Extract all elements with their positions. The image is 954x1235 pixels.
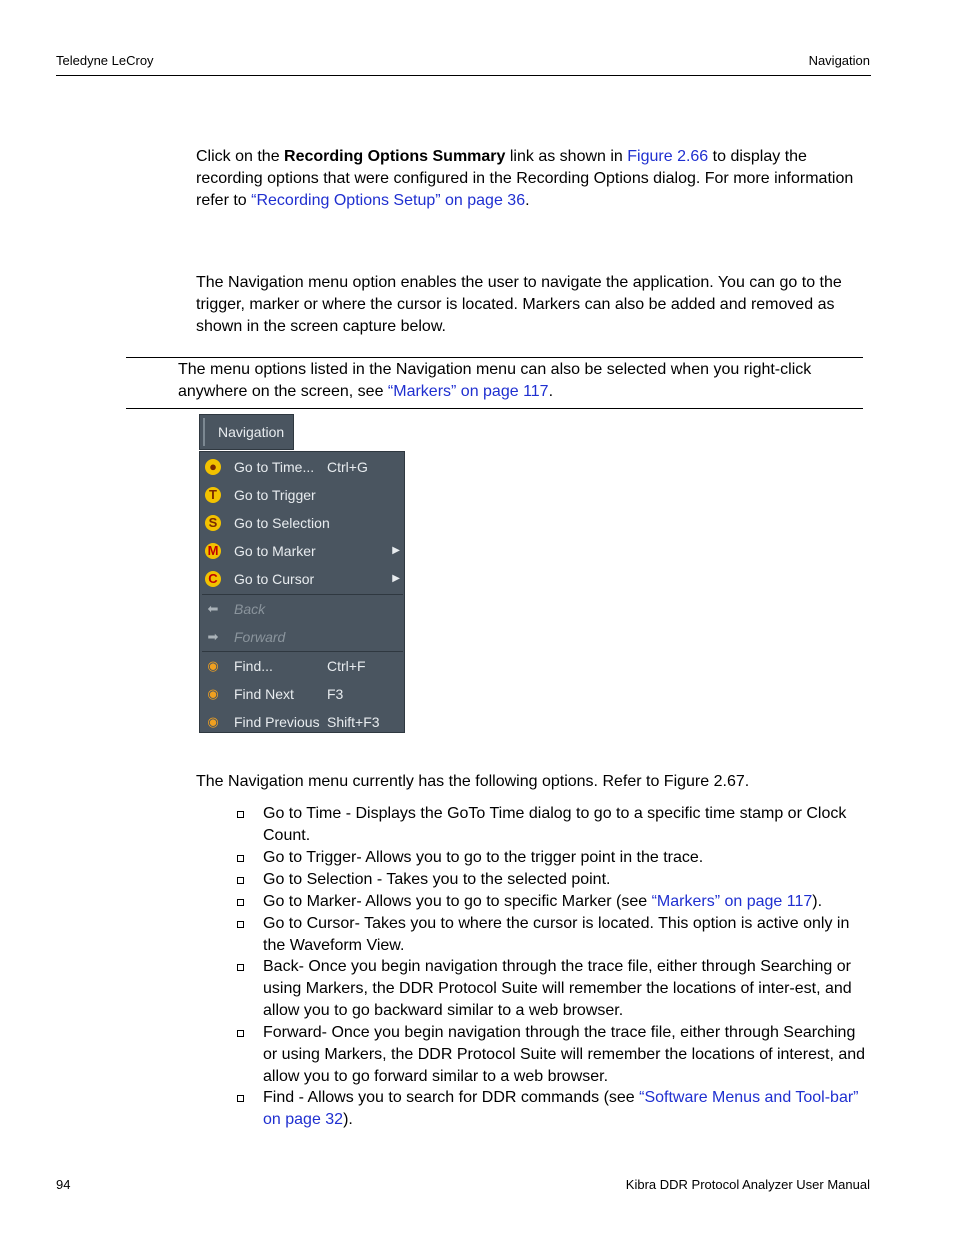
bullet-box-icon [237,899,244,906]
note-rule-bottom [126,408,863,409]
note-text: The menu options listed in the Navigation menu can also be selected when you right-click anywhere on the screen, see [178,361,812,400]
binoculars-icon: ◉ [207,658,219,673]
menu-item-go-to-marker[interactable]: M Go to Marker ▶ [200,537,404,565]
navigation-menu-tab[interactable]: Navigation [199,414,294,450]
bullet-box-icon [237,1030,244,1037]
trigger-icon: T [205,487,221,503]
intro-text: link as shown in [505,148,628,165]
menu-item-go-to-time[interactable]: ● Go to Time... Ctrl+G [200,453,404,481]
bullet-box-icon [237,811,244,818]
note-text: . [548,383,554,400]
menu-item-forward[interactable]: ➡ Forward [200,623,404,651]
options-intro: The Navigation menu currently has the following options. Refer to Figure 2.67. [196,773,750,790]
time-icon: ● [205,459,221,475]
navigation-paragraph: The Navigation menu option enables the user to navigate the application. You can go to the trigger, marker or where the cursor is located. Markers can also be added and removed as shown in the screen capture below. [196,274,842,335]
bullet-go-to-time: Go to Time - Displays the GoTo Time dialog to go to a specific time stamp or Clock Count. [263,805,847,844]
menu-item-back[interactable]: ⬅ Back [200,595,404,623]
bullet-find: Find - Allows you to search for DDR commands (see “Software Menus and Tool-bar” on page 32). [263,1089,859,1128]
submenu-arrow-icon: ▶ [392,545,400,556]
find-next-icon: ◉ [207,686,219,701]
bullet-go-to-trigger: Go to Trigger- Allows you to go to the trigger point in the trace. [263,849,704,866]
intro-paragraph [196,146,868,212]
note-rule-top [126,357,863,358]
intro-text: Click on the [196,148,285,165]
forward-arrow-icon: ➡ [207,629,219,644]
selection-icon: S [205,515,221,531]
recording-options-link[interactable]: “Recording Options Setup” on page 36 [251,192,526,209]
menu-item-go-to-cursor[interactable]: C Go to Cursor ▶ [200,565,404,593]
marker-icon: M [205,543,221,559]
header-left: Teledyne LeCroy [56,53,154,68]
menu-item-find-previous[interactable]: ◉ Find Previous Shift+F3 [200,708,404,736]
intro-text: . [525,192,530,209]
bullet-box-icon [237,921,244,928]
header-rule [56,75,871,76]
bullet-box-icon [237,1095,244,1102]
menu-item-find[interactable]: ◉ Find... Ctrl+F [200,652,404,680]
header-right: Navigation [808,53,870,68]
cursor-icon: C [205,571,221,587]
submenu-arrow-icon: ▶ [392,573,400,584]
software-menus-link[interactable]: “Software Menus and Tool-bar” on page 32 [263,1089,859,1128]
intro-text: to display the recording options that were configured in the Recording Options dialog. For more information refer to [196,148,854,209]
markers-link[interactable]: “Markers” on page 117 [387,383,549,400]
bullet-go-to-selection: Go to Selection - Takes you to the selected point. [263,871,611,888]
back-arrow-icon: ⬅ [207,601,219,616]
bullet-back: Back- Once you begin navigation through the trace file, either through Searching or using Markers, the DDR Protocol Suite will remember the locations of inter-est, and allow you to go backward similar to a web browser. [263,958,852,1019]
figure-link[interactable]: Figure 2.66 [627,148,709,165]
note [178,359,858,403]
markers-link[interactable]: “Markers” on page 117 [651,893,813,910]
footer-title: Kibra DDR Protocol Analyzer User Manual [625,1177,870,1192]
find-previous-icon: ◉ [207,714,219,729]
bullet-go-to-marker: Go to Marker- Allows you to go to specific Marker (see “Markers” on page 117). [263,893,823,910]
menu-item-go-to-selection[interactable]: S Go to Selection [200,509,404,537]
bullet-forward: Forward- Once you begin navigation through the trace file, either through Searching or using Markers, the DDR Protocol Suite will remember the locations of interest, and allow you to go forward similar to a web browser. [263,1024,866,1085]
bullet-go-to-cursor: Go to Cursor- Takes you to where the cursor is located. This option is active only in the Waveform View. [263,915,850,954]
menu-item-find-next[interactable]: ◉ Find Next F3 [200,680,404,708]
bullet-box-icon [237,855,244,862]
intro-bold: Recording Options Summary [284,148,506,165]
page-number: 94 [56,1177,71,1192]
bullet-box-icon [237,877,244,884]
bullet-box-icon [237,964,244,971]
navigation-menu [199,451,405,733]
menu-item-go-to-trigger[interactable]: T Go to Trigger [200,481,404,509]
